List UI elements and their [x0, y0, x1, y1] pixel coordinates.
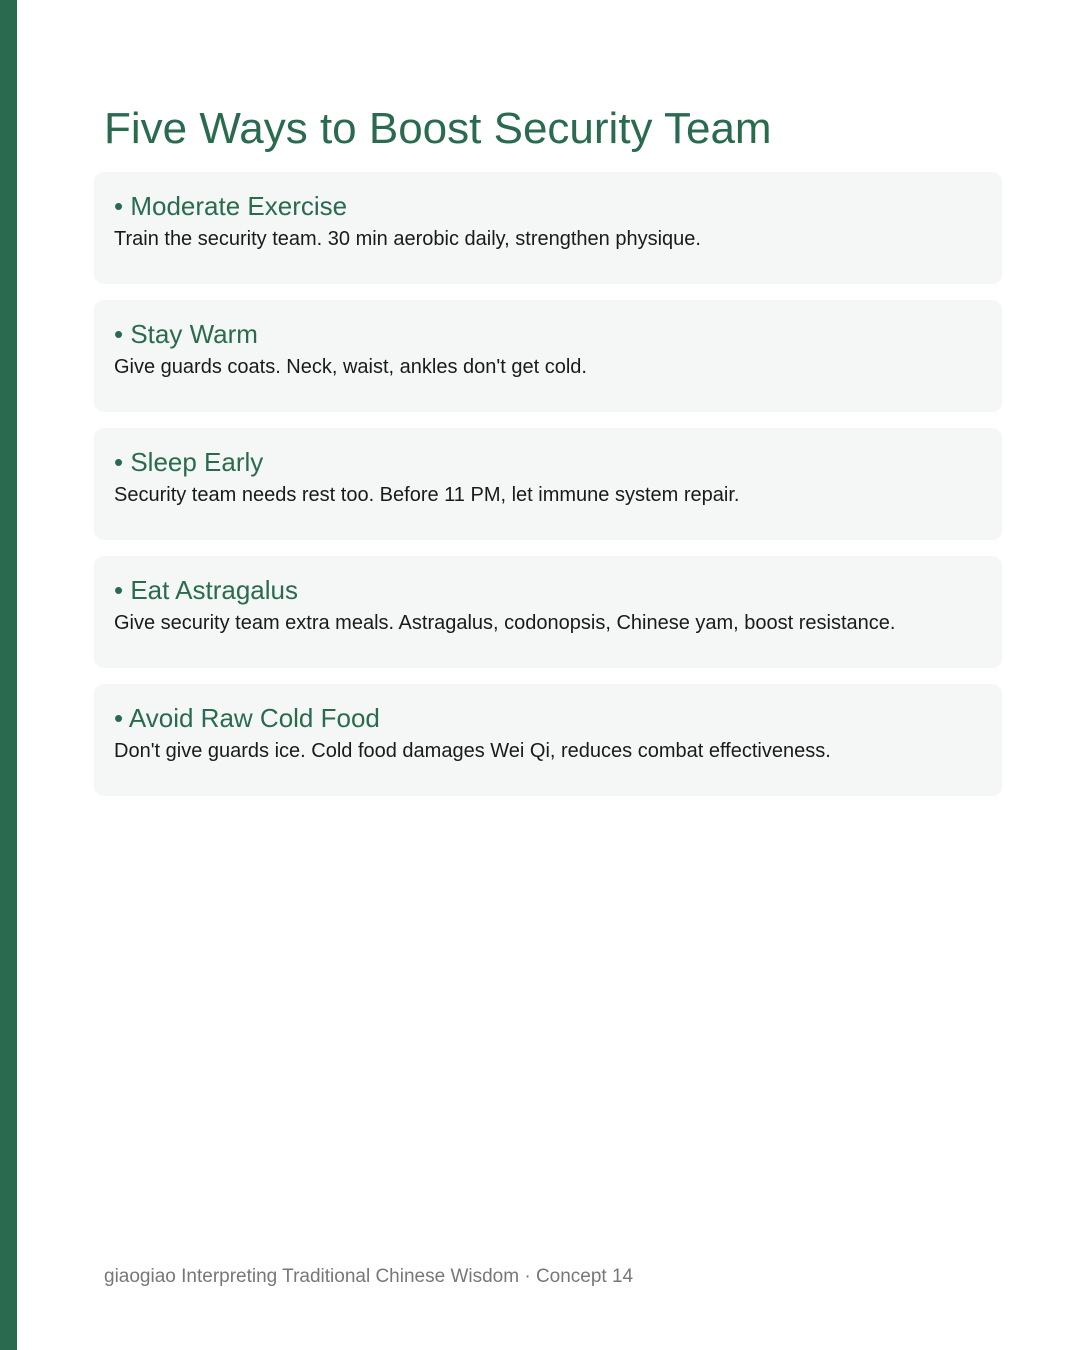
tip-heading: • Eat Astragalus: [114, 575, 298, 605]
tip-description: Train the security team. 30 min aerobic daily, strengthen physique.: [114, 228, 701, 250]
tip-heading: • Avoid Raw Cold Food: [114, 703, 380, 733]
tip-heading: • Moderate Exercise: [114, 191, 348, 221]
left-accent-bar: [0, 0, 17, 1350]
tip-description: Don't give guards ice. Cold food damages Wei Qi, reduces combat effectiveness.: [114, 740, 831, 762]
footer-caption: giaogiao Interpreting Traditional Chinese Wisdom · Concept 14: [104, 1266, 634, 1287]
tip-heading: • Sleep Early: [114, 447, 264, 477]
tips-list: [94, 172, 1002, 812]
tip-card-sleep-early: [94, 428, 1002, 540]
tip-heading: • Stay Warm: [114, 319, 258, 349]
tip-card-stay-warm: [94, 300, 1002, 412]
page-title: Five Ways to Boost Security Team: [104, 104, 772, 153]
tip-description: Give security team extra meals. Astragalus, codonopsis, Chinese yam, boost resistance.: [114, 612, 896, 634]
tip-card-eat-astragalus: [94, 556, 1002, 668]
tip-description: Give guards coats. Neck, waist, ankles don't get cold.: [114, 356, 587, 378]
tip-card-moderate-exercise: [94, 172, 1002, 284]
tip-card-avoid-raw-cold-food: [94, 684, 1002, 796]
tip-description: Security team needs rest too. Before 11 PM, let immune system repair.: [114, 484, 740, 506]
